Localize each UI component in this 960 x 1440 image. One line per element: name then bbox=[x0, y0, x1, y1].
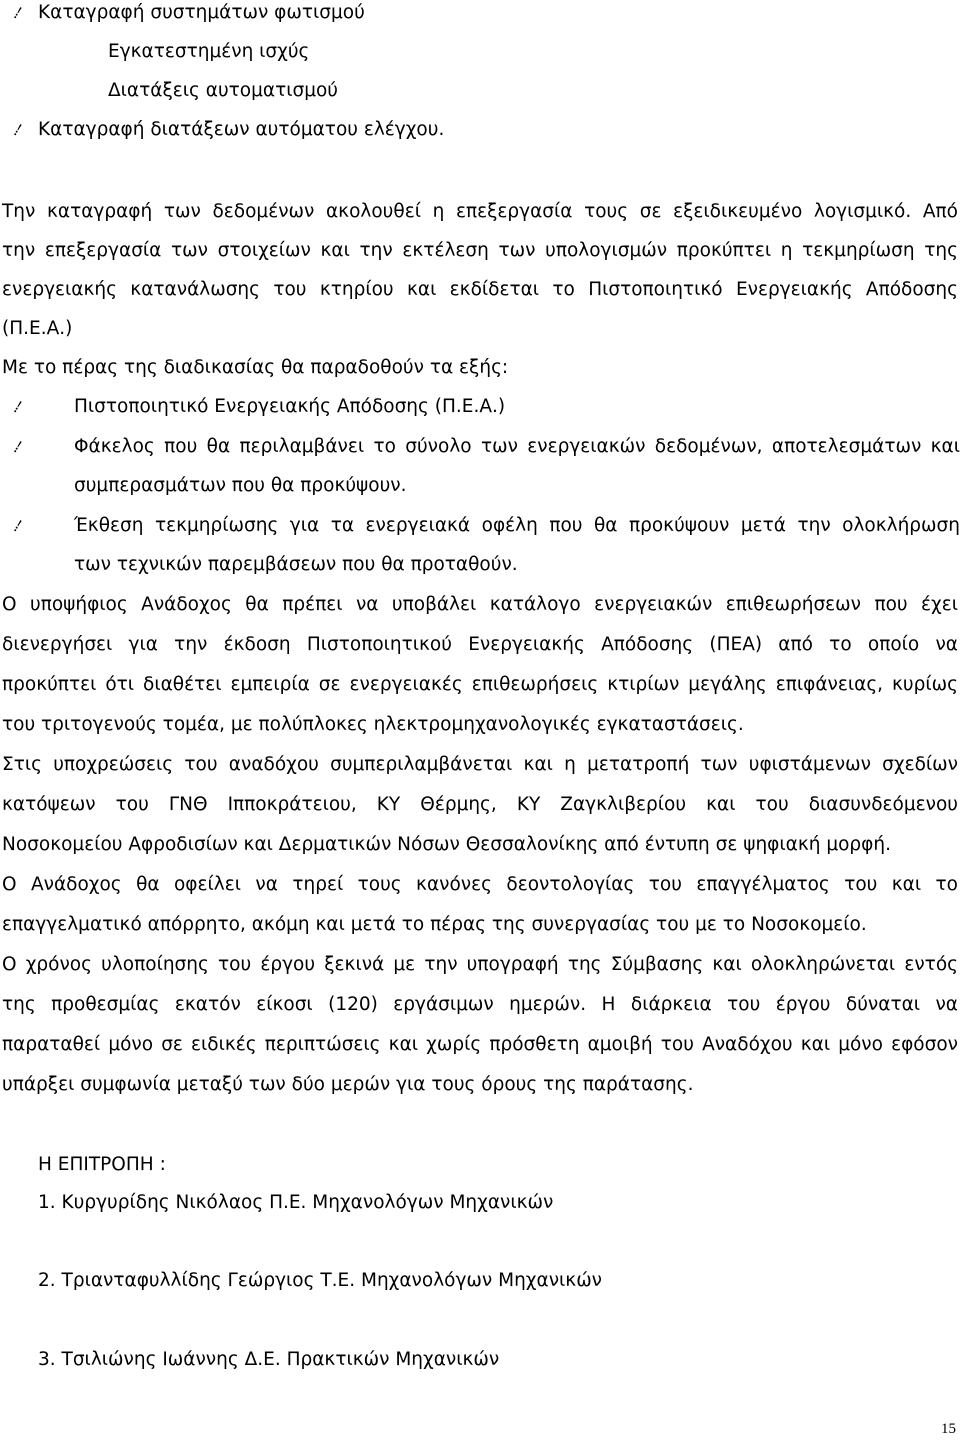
paragraph-line: της προθεσμίας εκατόν είκοσι (120) εργάσιμων ημερών. Η διάρκεια του έργου δύναται να bbox=[2, 994, 958, 1015]
paragraph-line: ενεργειακής κατανάλωσης του κτηρίου και εκδίδεται το Πιστοποιητικό Ενεργειακής Απόδοσης bbox=[2, 279, 958, 300]
paragraph-line: την επεξεργασία των στοιχείων και την εκτέλεση των υπολογισμών προκύπτει η τεκμηρίωση της bbox=[2, 240, 958, 261]
bullet-icon: ⹓ bbox=[13, 121, 23, 139]
bullet-icon: ⹓ bbox=[13, 398, 23, 416]
paragraph-line: παραταθεί μόνο σε ειδικές περιπτώσεις και χωρίς πρόσθετη αμοιβή του Αναδόχου και μόνο εφόσον bbox=[2, 1034, 958, 1055]
list-item: Πιστοποιητικό Ενεργειακής Απόδοσης (Π.Ε.Α.) bbox=[74, 396, 506, 417]
committee-member: 3. Τσιλιώνης Ιωάννης Δ.Ε. Πρακτικών Μηχανικών bbox=[38, 1349, 500, 1370]
paragraph-line: προκύπτει ότι διαθέτει εμπειρία σε ενεργειακές επιθεωρήσεις κτιρίων μεγάλης επιφάνειας, κυρίως bbox=[2, 674, 958, 695]
bullet-icon: ⹓ bbox=[13, 4, 23, 22]
list-item-continuation: συμπερασμάτων που θα προκύψουν. bbox=[74, 475, 407, 496]
paragraph-line: Νοσοκομείου Αφροδισίων και Δερματικών Νόσων Θεσσαλονίκης από έντυπη σε ψηφιακή μορφή. bbox=[2, 834, 891, 855]
page-number: 15 bbox=[941, 1421, 956, 1437]
paragraph-line: (Π.Ε.Α.) bbox=[2, 318, 73, 339]
paragraph-line: Ο υποψήφιος Ανάδοχος θα πρέπει να υποβάλει κατάλογο ενεργειακών επιθεωρήσεων που έχει bbox=[2, 594, 958, 615]
paragraph-line: Την καταγραφή των δεδομένων ακολουθεί η επεξεργασία τους σε εξειδικευμένο λογισμικό. Από bbox=[2, 201, 958, 222]
committee-heading: Η ΕΠΙΤΡΟΠΗ : bbox=[38, 1154, 166, 1175]
list-item-continuation: των τεχνικών παρεμβάσεων που θα προταθούν. bbox=[74, 554, 518, 575]
paragraph-line: Ο Ανάδοχος θα οφείλει να τηρεί τους κανόνες δεοντολογίας του επαγγέλματος του και το bbox=[2, 874, 958, 895]
paragraph-line: επαγγελματικό απόρρητο, ακόμη και μετά το πέρας της συνεργασίας του με το Νοσοκομείο. bbox=[2, 914, 867, 935]
list-item: Καταγραφή διατάξεων αυτόματου ελέγχου. bbox=[38, 119, 445, 140]
list-item: Έκθεση τεκμηρίωσης για τα ενεργειακά οφέλη που θα προκύψουν μετά την ολοκλήρωση bbox=[74, 515, 960, 536]
paragraph-line: διενεργήσει για την έκδοση Πιστοποιητικού Ενεργειακής Απόδοσης (ΠΕΑ) από το οποίο να bbox=[2, 634, 958, 655]
paragraph-line: του τριτογενούς τομέα, με πολύπλοκες ηλεκτρομηχανολογικές εγκαταστάσεις. bbox=[2, 714, 744, 735]
committee-member: 1. Κυργυρίδης Νικόλαος Π.Ε. Μηχανολόγων Μηχανικών bbox=[38, 1192, 554, 1213]
committee-member: 2. Τριανταφυλλίδης Γεώργιος Τ.Ε. Μηχανολόγων Μηχανικών bbox=[38, 1270, 603, 1291]
bullet-icon: ⹓ bbox=[13, 517, 23, 535]
paragraph-line: Ο χρόνος υλοποίησης του έργου ξεκινά με την υπογραφή της Σύμβασης και ολοκληρώνεται εντός bbox=[2, 954, 958, 975]
list-item: Φάκελος που θα περιλαμβάνει το σύνολο των ενεργειακών δεδομένων, αποτελεσμάτων και bbox=[74, 436, 960, 457]
bullet-icon: ⹓ bbox=[13, 438, 23, 456]
paragraph-line: υπάρξει συμφωνία μεταξύ των δύο μερών για τους όρους της παράτασης. bbox=[2, 1074, 694, 1095]
paragraph-line: κατόψεων του ΓΝΘ Ιπποκράτειου, ΚΥ Θέρμης, ΚΥ Ζαγκλιβερίου και του διασυνδεόμενου bbox=[2, 794, 958, 815]
list-subitem: Διατάξεις αυτοματισμού bbox=[108, 80, 338, 101]
paragraph-line: Στις υποχρεώσεις του αναδόχου συμπεριλαμβάνεται και η μετατροπή των υφιστάμενων σχεδίων bbox=[2, 754, 958, 775]
list-item: Καταγραφή συστημάτων φωτισμού bbox=[38, 2, 365, 23]
list-subitem: Εγκατεστημένη ισχύς bbox=[108, 41, 310, 62]
deliverables-intro: Με το πέρας της διαδικασίας θα παραδοθούν τα εξής: bbox=[2, 357, 509, 378]
